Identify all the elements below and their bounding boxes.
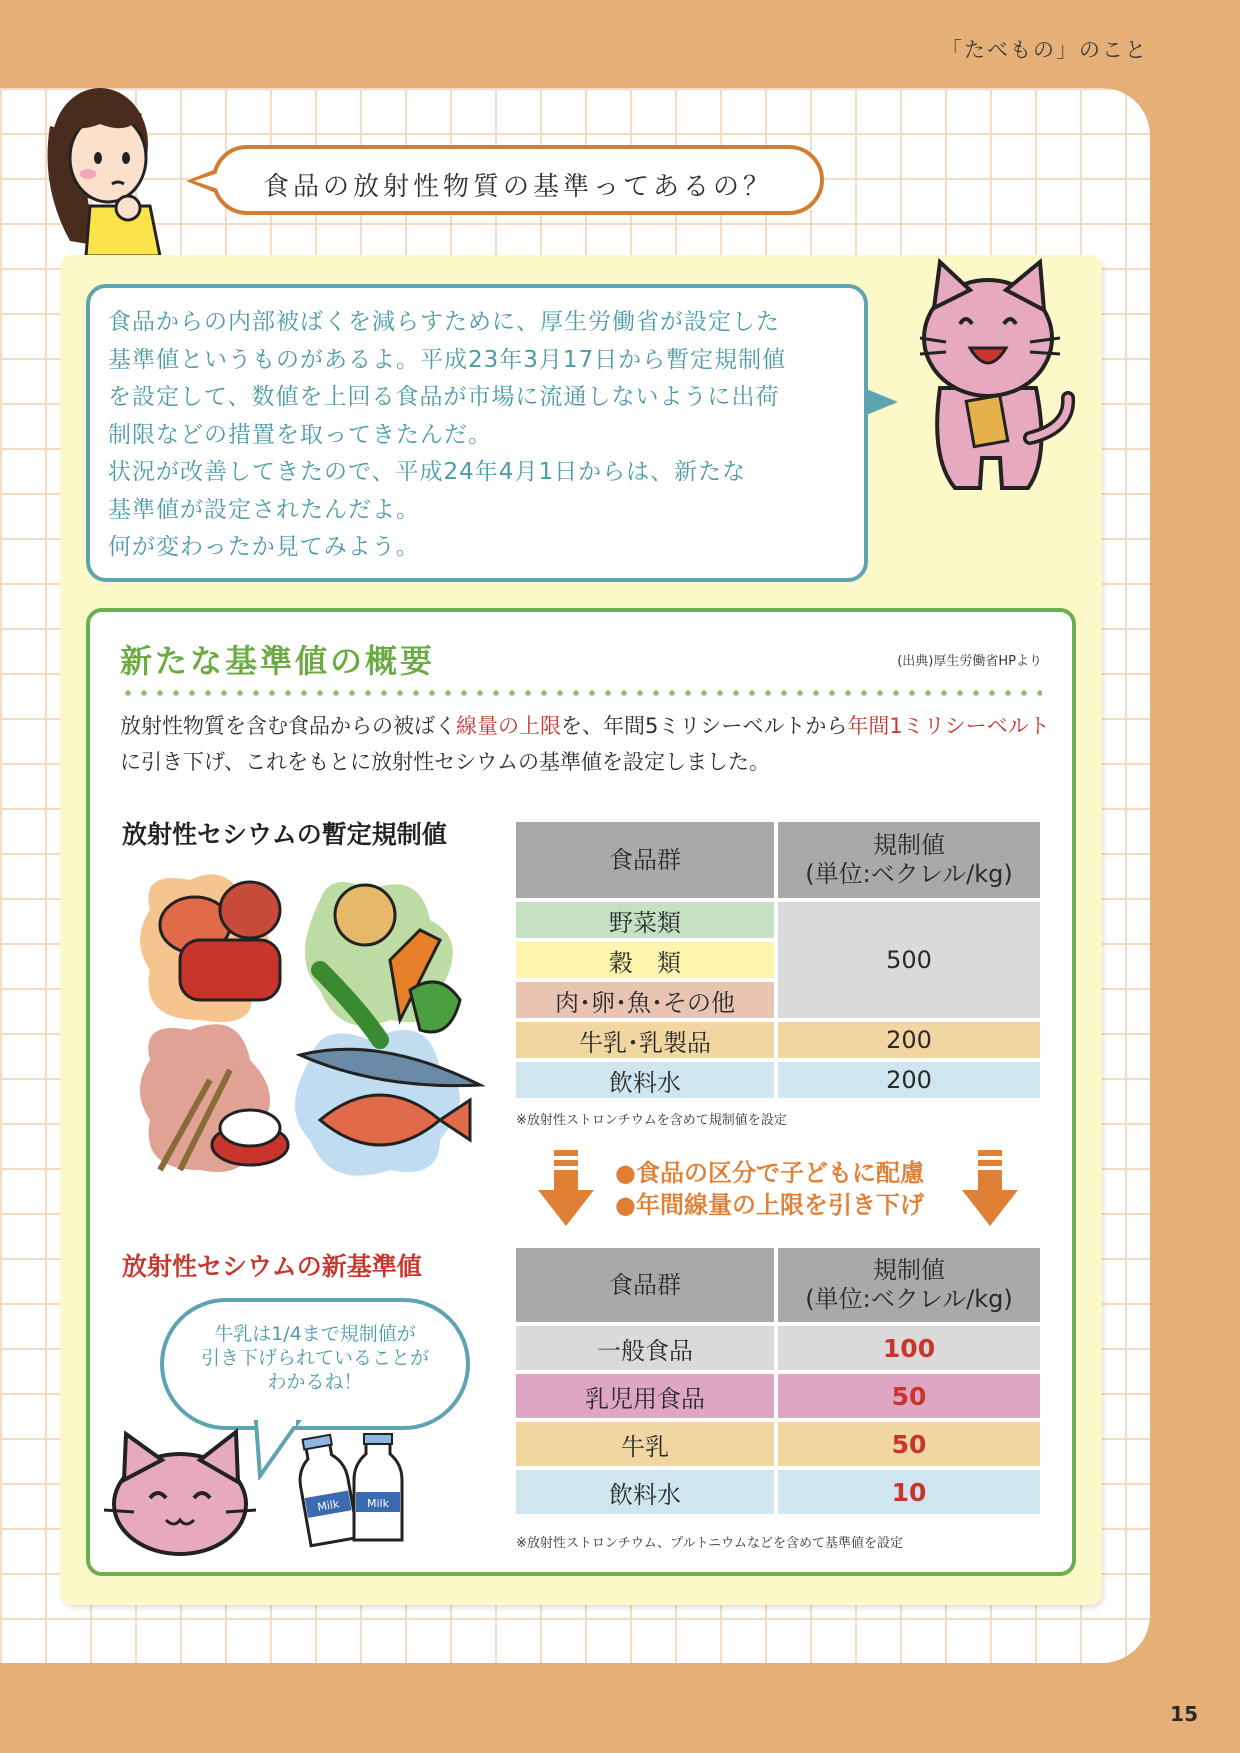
header-limit-value: [778, 822, 1040, 898]
table-row-group: 飲料水: [516, 1062, 774, 1098]
table-row-value: 50: [778, 1422, 1040, 1466]
intro-line: 食品からの内部被ばくを減らすために、厚生労働省が設定した: [108, 309, 780, 335]
desc-highlight: 年間1ミリシーベルト: [847, 714, 1050, 738]
arrow-down-icon: [962, 1150, 1018, 1230]
header-limit-line: 規制値: [873, 831, 945, 859]
table-row-value: 200: [778, 1062, 1040, 1098]
header-limit-line: 規制値: [873, 1256, 945, 1284]
bubble-line: 引き下げられていることが: [200, 1347, 429, 1369]
table-row-group: 牛乳: [516, 1422, 774, 1466]
girl-thinking-illustration: [30, 66, 170, 256]
new-standard-table: [512, 1244, 1044, 1518]
provisional-limits-table: [512, 818, 1044, 1102]
header-unit-line: (単位:ベクレル/kg): [805, 1285, 1013, 1313]
header-food-group: 食品群: [516, 822, 774, 898]
summary-description: [120, 708, 1050, 780]
milk-label: Milk: [367, 1497, 389, 1510]
merged-limit-value: 500: [778, 902, 1040, 1018]
dotted-divider: [120, 690, 1042, 696]
provisional-section-title: 放射性セシウムの暫定規制値: [122, 820, 447, 849]
table-row-group: 飲料水: [516, 1470, 774, 1514]
intro-line: 基準値が設定されたんだよ。: [108, 496, 420, 523]
food-groups-illustration: [140, 870, 490, 1180]
question-text: 食品の放射性物質の基準ってあるの？: [262, 172, 773, 202]
table-row-value: 100: [778, 1326, 1040, 1370]
new-standard-table-note: ※放射性ストロンチウム、プルトニウムなどを含めて基準値を設定: [516, 1536, 903, 1551]
intro-line: 制限などの措置を取ってきたんだ。: [108, 421, 492, 448]
intro-line: 何が変わったか見てみよう。: [108, 534, 420, 560]
change-points: [615, 1157, 924, 1221]
table-row-group: 野菜類: [516, 902, 774, 938]
provisional-table-note: ※放射性ストロンチウムを含めて規制値を設定: [516, 1113, 787, 1128]
intro-line: 状況が改善してきたので、平成24年4月1日からは、新たな: [108, 459, 747, 485]
milk-bottles-illustration: [298, 1432, 408, 1552]
cat-with-book-illustration: [900, 258, 1080, 498]
page-number: 15: [1170, 1702, 1198, 1726]
header-food-group: 食品群: [516, 1248, 774, 1322]
header-unit-line: (単位:ベクレル/kg): [805, 860, 1013, 888]
table-row-group: 肉･卵･魚･その他: [516, 982, 774, 1018]
section-header-label: 「たべもの」のこと: [941, 38, 1148, 62]
intro-line: を設定して、数値を上回る食品が市場に流通しないように出荷: [108, 384, 780, 410]
table-row-value: 50: [778, 1374, 1040, 1418]
header-limit-value: [778, 1248, 1040, 1322]
table-row-group: 牛乳･乳製品: [516, 1022, 774, 1058]
desc-highlight: 線量の上限: [456, 714, 561, 738]
question-bubble: [212, 145, 824, 215]
intro-speech-box: [86, 284, 868, 582]
summary-title: 新たな基準値の概要: [120, 642, 436, 680]
change-point: ●食品の区分で子どもに配慮: [615, 1159, 924, 1187]
table-row-group: 乳児用食品: [516, 1374, 774, 1418]
desc-text: 放射性物質を含む食品からの被ばく: [120, 714, 456, 738]
desc-text: を、年間5ミリシーベルトから: [561, 714, 848, 738]
intro-line: 基準値というものがあるよ。平成23年3月17日から暫定規制値: [108, 346, 787, 373]
bubble-line: わかるね！: [267, 1371, 363, 1393]
table-row-group: 穀 類: [516, 942, 774, 978]
table-row-value: 10: [778, 1470, 1040, 1514]
table-row-value: 200: [778, 1022, 1040, 1058]
new-standard-section-title: 放射性セシウムの新基準値: [122, 1252, 422, 1281]
bubble-line: 牛乳は1/4まで規制値が: [214, 1323, 416, 1345]
source-note: (出典)厚生労働省HPより: [897, 654, 1042, 669]
table-row-group: 一般食品: [516, 1326, 774, 1370]
arrow-down-icon: [538, 1150, 594, 1230]
milk-label: Milk: [316, 1497, 341, 1514]
milk-speech-bubble: [160, 1298, 470, 1430]
desc-text: に引き下げ、これをもとに放射性セシウムの基準値を設定しました。: [120, 750, 770, 774]
smiling-cat-illustration: [100, 1420, 260, 1560]
change-point: ●年間線量の上限を引き下げ: [615, 1191, 924, 1219]
